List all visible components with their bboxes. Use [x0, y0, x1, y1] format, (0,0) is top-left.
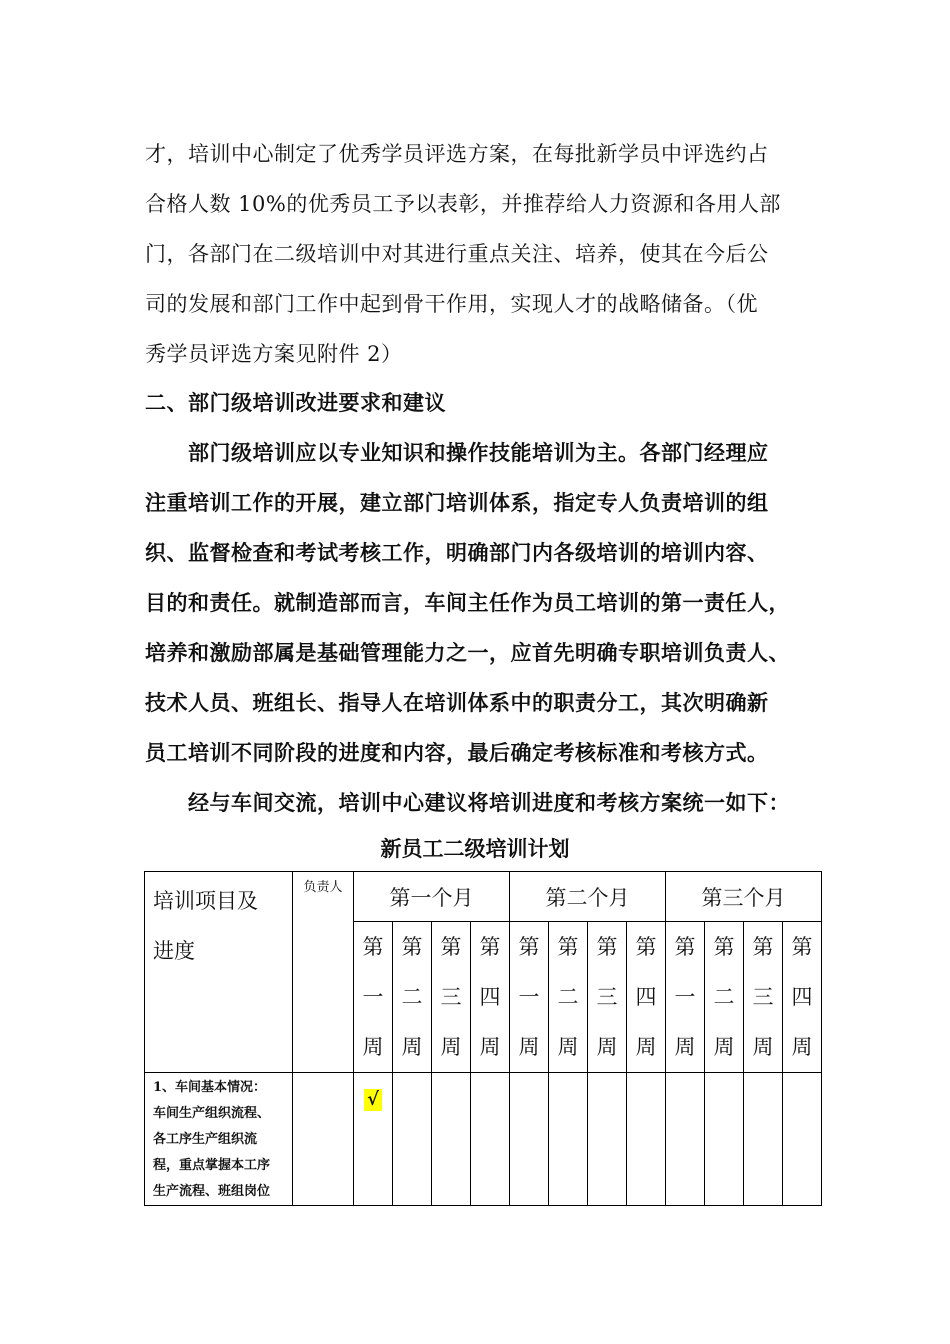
- row-responsible-cell: [293, 1073, 354, 1206]
- row-item-line: 程，重点掌握本工序: [153, 1158, 271, 1173]
- week-header: 第 四 周: [627, 922, 666, 1073]
- week-header: 第 四 周: [471, 922, 510, 1073]
- week-cell: [666, 1073, 705, 1206]
- check-mark: √: [364, 1089, 382, 1111]
- paragraph3-line: 经与车间交流，培训中心建议将培训进度和考核方案统一如下：: [188, 791, 790, 815]
- paragraph1-line: 合格人数 10%的优秀员工予以表彰，并推荐给人力资源和各用人部: [145, 192, 781, 216]
- week-cell: [705, 1073, 744, 1206]
- paragraph1-line: 门，各部门在二级培训中对其进行重点关注、培养，使其在今后公: [145, 242, 769, 266]
- week-cell: [549, 1073, 588, 1206]
- paragraph2-line: 织、监督检查和考试考核工作，明确部门内各级培训的培训内容、: [145, 541, 769, 565]
- month-header: 第二个月: [510, 872, 666, 922]
- row-item-cell: [145, 1073, 293, 1206]
- paragraph2-line: 部门级培训应以专业知识和操作技能培训为主。各部门经理应: [188, 441, 769, 465]
- week-header: 第 二 周: [393, 922, 432, 1073]
- header-item-line: 培训项目及: [153, 889, 258, 913]
- row-item-line: 各工序生产组织流: [153, 1132, 258, 1147]
- week-header: 第 一 周: [666, 922, 705, 1073]
- row-item-line: 1、车间基本情况：: [153, 1080, 267, 1095]
- paragraph2-line: 培养和激励部属是基础管理能力之一，应首先明确专职培训负责人、: [145, 641, 790, 665]
- week-cell: [588, 1073, 627, 1206]
- paragraph1-line: 才，培训中心制定了优秀学员评选方案，在每批新学员中评选约占: [145, 142, 769, 166]
- header-responsible: 负责人: [293, 872, 354, 1073]
- paragraph2-line: 技术人员、班组长、指导人在培训体系中的职责分工，其次明确新: [145, 691, 769, 715]
- week-header: 第 一 周: [510, 922, 549, 1073]
- table-row: [145, 1073, 822, 1206]
- training-plan-table: [144, 871, 822, 1206]
- section-heading: 二、部门级培训改进要求和建议: [145, 391, 446, 415]
- week-header: 第 三 周: [432, 922, 471, 1073]
- header-item-line: 进度: [153, 939, 195, 963]
- week-header: 第 三 周: [744, 922, 783, 1073]
- week-cell: [744, 1073, 783, 1206]
- week-cell: [783, 1073, 822, 1206]
- row-item-line: 生产流程、班组岗位: [153, 1184, 271, 1199]
- month-header: 第一个月: [354, 872, 510, 922]
- paragraph2-line: 注重培训工作的开展，建立部门培训体系，指定专人负责培训的组: [145, 491, 769, 515]
- week-header: 第 二 周: [705, 922, 744, 1073]
- week-cell: [627, 1073, 666, 1206]
- week-cell: [510, 1073, 549, 1206]
- week-cell: [393, 1073, 432, 1206]
- header-item-cell: [145, 872, 293, 1073]
- week-header: 第 二 周: [549, 922, 588, 1073]
- week-header: 第 三 周: [588, 922, 627, 1073]
- week-cell: [354, 1073, 393, 1206]
- week-header: 第 四 周: [783, 922, 822, 1073]
- paragraph2-line: 目的和责任。就制造部而言，车间主任作为员工培训的第一责任人，: [145, 591, 790, 615]
- paragraph1-line: 秀学员评选方案见附件 2）: [145, 342, 403, 366]
- paragraph2-line: 员工培训不同阶段的进度和内容，最后确定考核标准和考核方式。: [145, 741, 769, 765]
- week-cell: [432, 1073, 471, 1206]
- row-item-line: 车间生产组织流程、: [153, 1106, 271, 1121]
- week-cell: [471, 1073, 510, 1206]
- month-header: 第三个月: [666, 872, 822, 922]
- paragraph1-line: 司的发展和部门工作中起到骨干作用，实现人才的战略储备。（优: [145, 292, 758, 316]
- week-header: 第 一 周: [354, 922, 393, 1073]
- table-title: 新员工二级培训计划: [380, 837, 570, 861]
